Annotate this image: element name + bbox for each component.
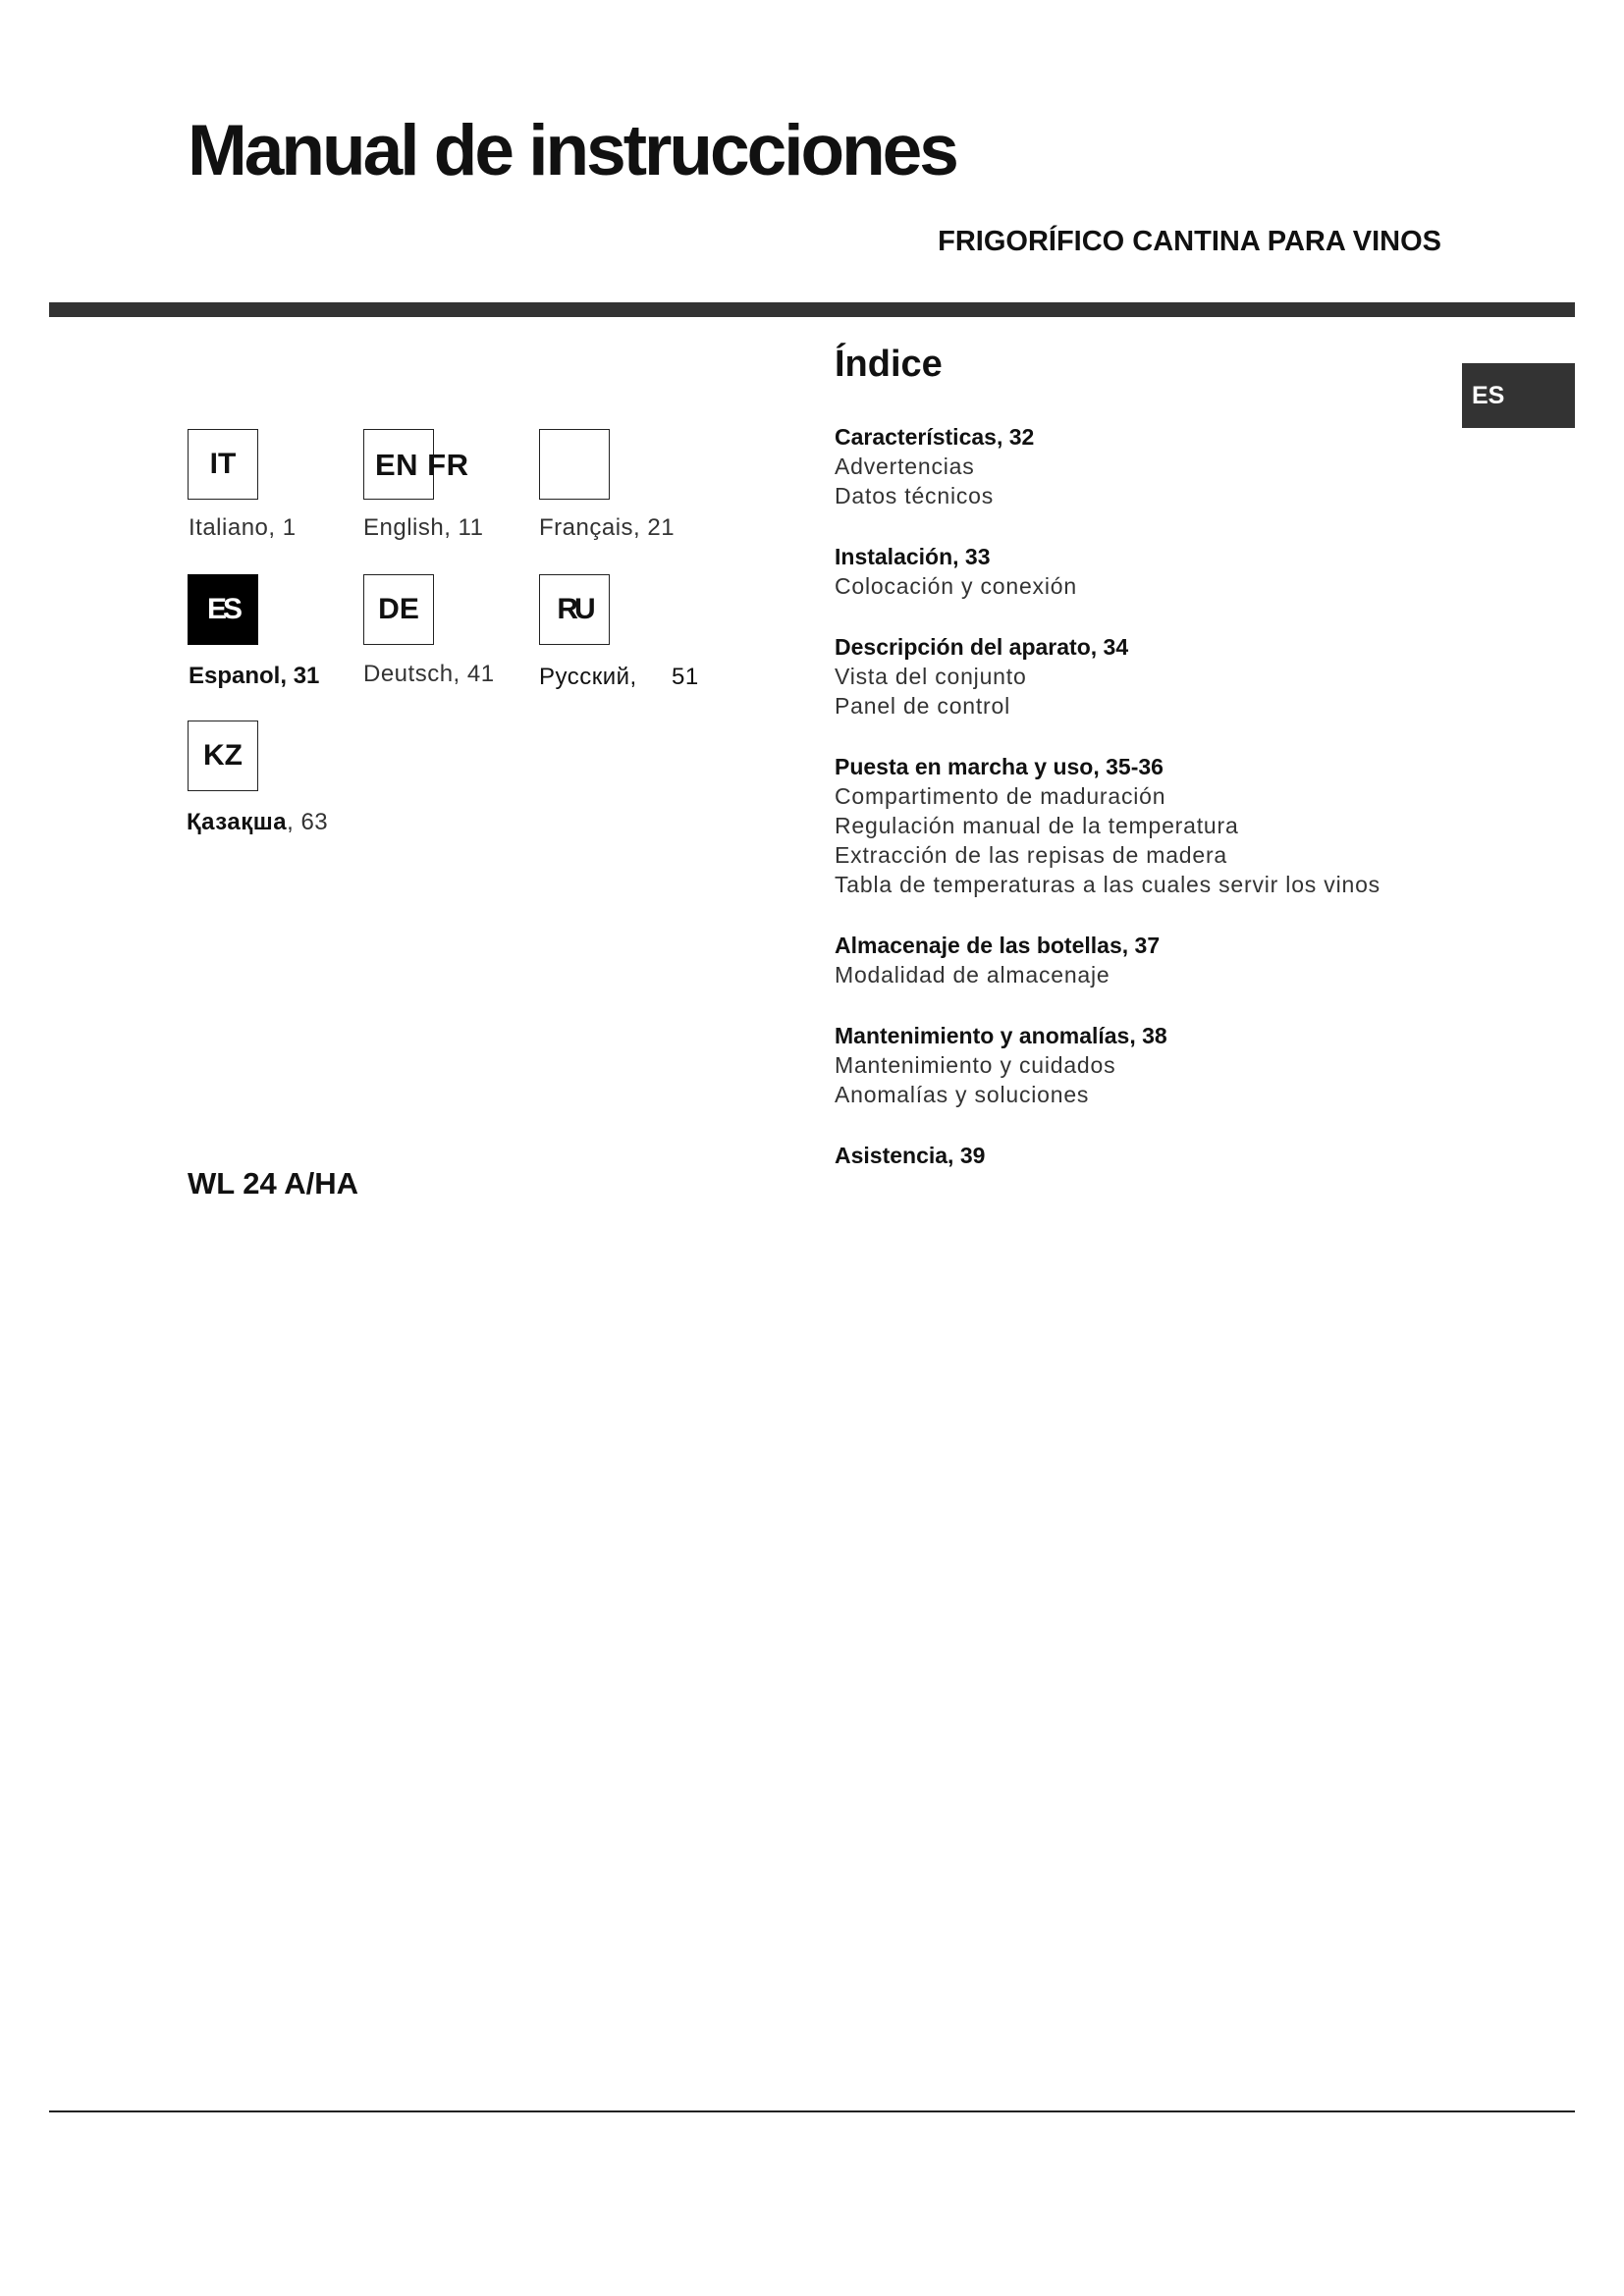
toc-item: Vista del conjunto [835, 664, 1027, 689]
lang-code-en-fr: EN FR [375, 448, 469, 482]
toc-heading: Asistencia, 39 [835, 1143, 986, 1168]
toc-item: Extracción de las repisas de madera [835, 842, 1228, 868]
toc-item: Tabla de temperaturas a las cuales servir los vinos [835, 872, 1380, 897]
lang-box-es: ES [188, 574, 258, 645]
toc-heading: Almacenaje de las botellas, 37 [835, 933, 1161, 958]
toc-heading: Instalación, 33 [835, 544, 991, 569]
toc-item: Regulación manual de la temperatura [835, 813, 1239, 838]
toc-item: Mantenimiento y cuidados [835, 1052, 1116, 1078]
toc-section [835, 542, 1522, 601]
lang-box-ru: RU [539, 574, 610, 645]
toc-item: Panel de control [835, 693, 1011, 719]
table-of-contents [835, 422, 1522, 1201]
toc-heading: Descripción del aparato, 34 [835, 634, 1129, 660]
toc-section [835, 931, 1522, 989]
lang-box-it: IT [188, 429, 258, 500]
toc-item: Compartimento de maduración [835, 783, 1166, 809]
lang-label-es: Espanol, 31 [189, 663, 320, 689]
toc-heading: Puesta en marcha y uso, 35-36 [835, 754, 1164, 779]
index-title: Índice [835, 344, 943, 385]
footer-divider [49, 2110, 1575, 2112]
lang-label-en: English, 11 [363, 514, 484, 541]
toc-item: Modalidad de almacenaje [835, 962, 1110, 988]
document-subtitle: FRIGORÍFICO CANTINA PARA VINOS [938, 226, 1441, 257]
lang-label-kz-name: Қазақша [187, 809, 288, 835]
lang-page-ru: 51 [672, 664, 699, 690]
page-title: Manual de instrucciones [188, 111, 956, 190]
lang-box-kz: KZ [188, 721, 258, 791]
toc-section [835, 422, 1522, 510]
lang-label-ru: Русский, [539, 664, 637, 690]
toc-section [835, 752, 1522, 899]
toc-heading: Mantenimiento y anomalías, 38 [835, 1023, 1167, 1048]
toc-item: Anomalías y soluciones [835, 1082, 1090, 1107]
lang-label-de: Deutsch, 41 [363, 661, 495, 687]
language-tab-es: ES [1462, 363, 1575, 428]
toc-section [835, 1141, 1522, 1170]
lang-label-kz [187, 809, 328, 836]
model-number: WL 24 A/HA [188, 1166, 358, 1201]
lang-label-kz-page: , 63 [287, 809, 329, 835]
toc-section [835, 632, 1522, 721]
toc-item: Colocación y conexión [835, 573, 1077, 599]
lang-label-fr: Français, 21 [539, 514, 676, 541]
lang-box-de: DE [363, 574, 434, 645]
header-divider [49, 302, 1575, 317]
toc-item: Advertencias [835, 454, 975, 479]
toc-section [835, 1021, 1522, 1109]
lang-box-fr [539, 429, 610, 500]
lang-label-it: Italiano, 1 [189, 514, 297, 541]
toc-heading: Características, 32 [835, 424, 1035, 450]
toc-item: Datos técnicos [835, 483, 995, 508]
